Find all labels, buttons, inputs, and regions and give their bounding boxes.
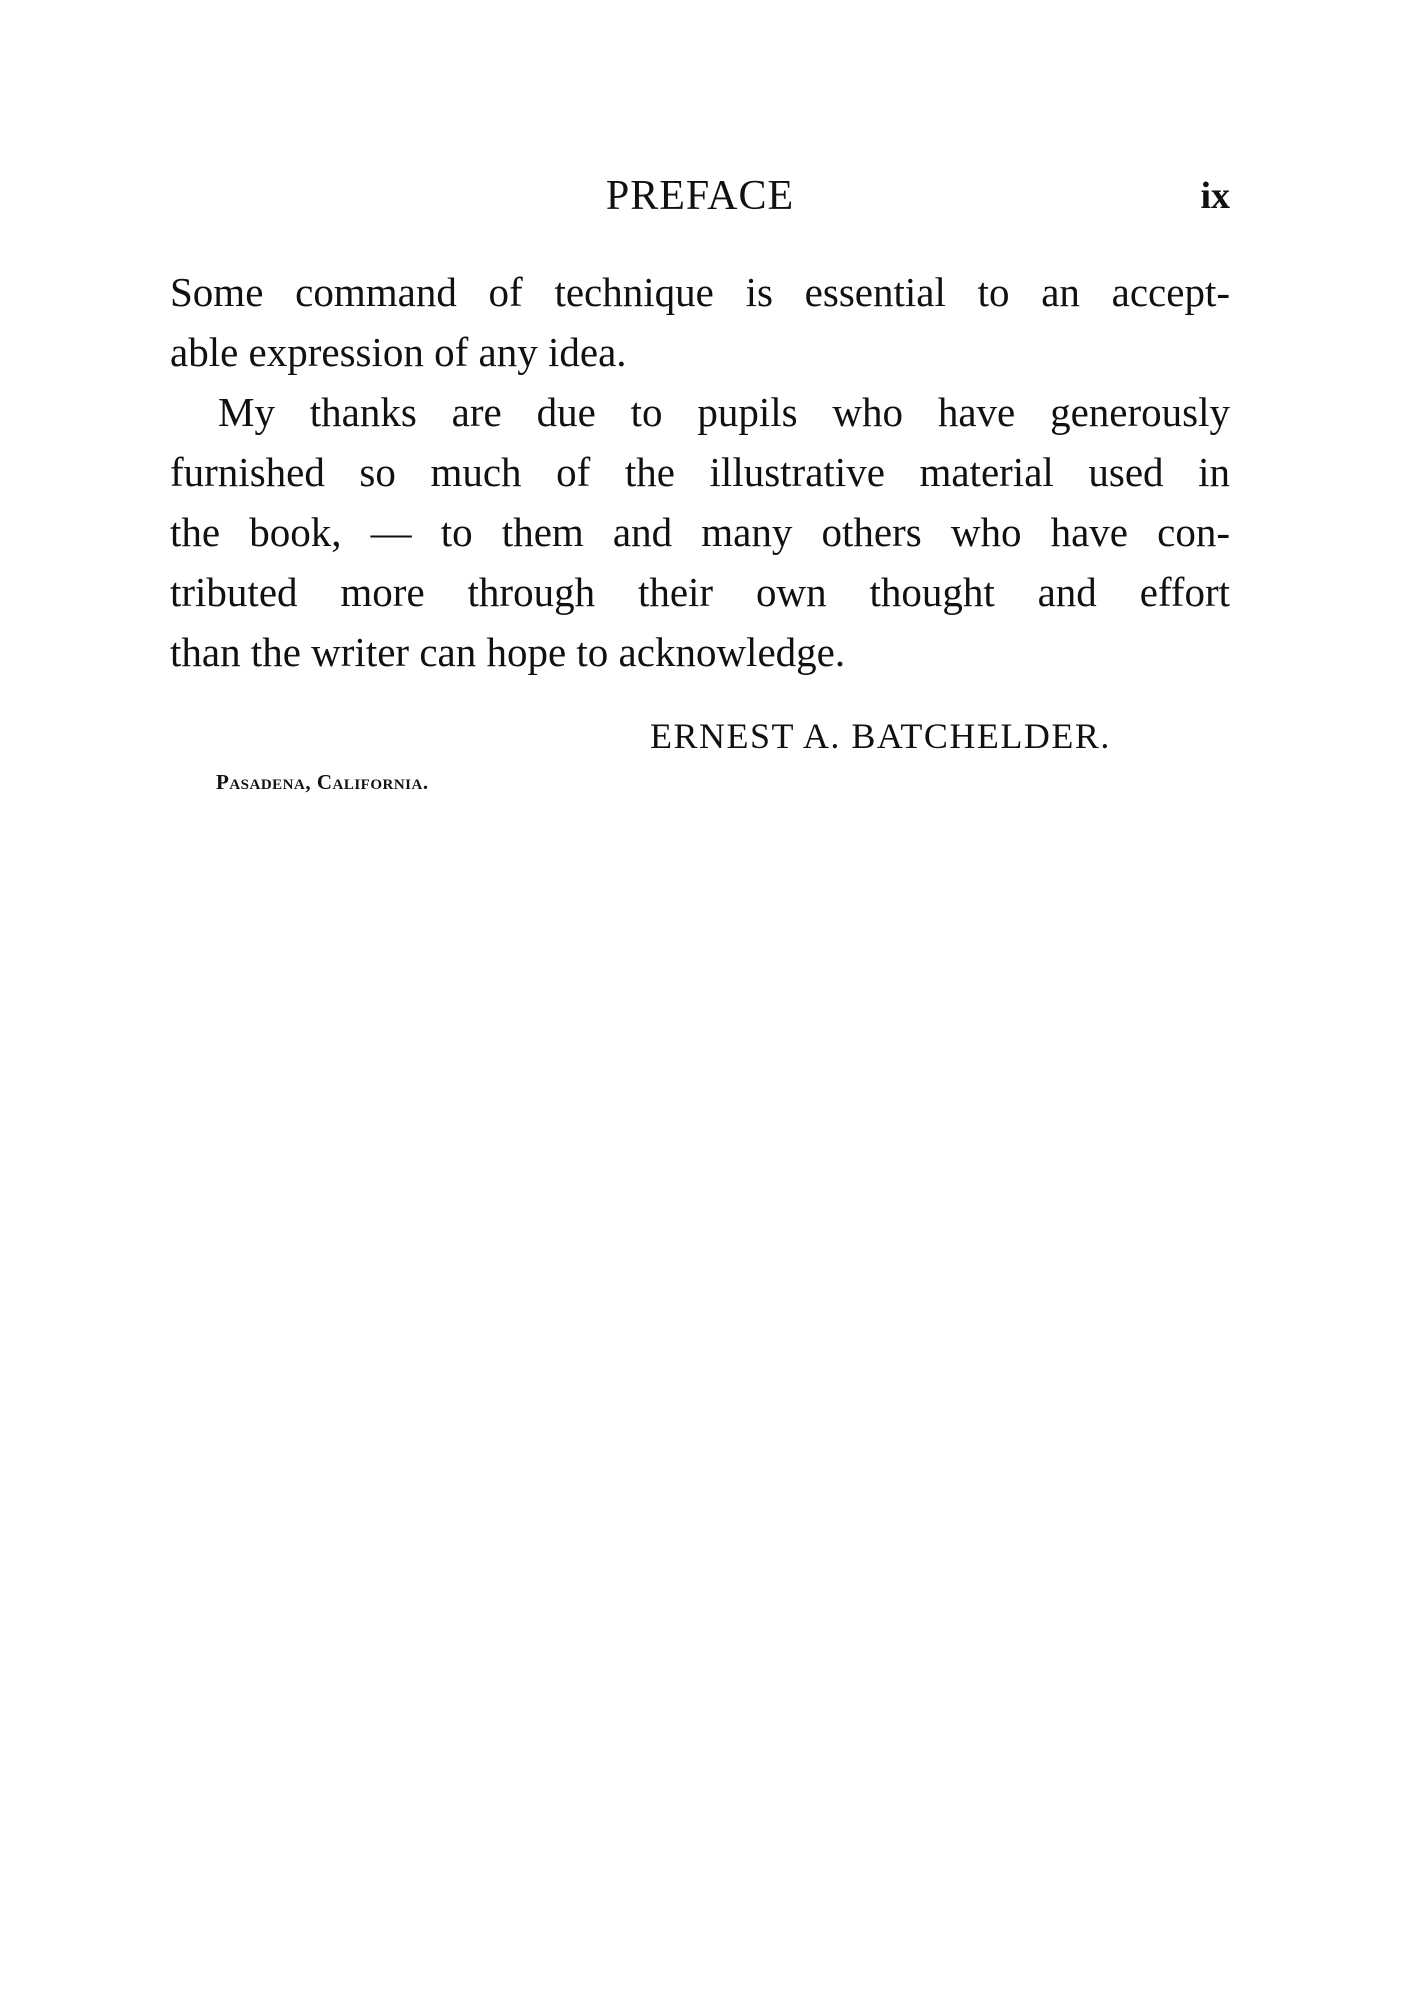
body-text (170, 262, 1230, 682)
text-line: My thanks are due to pupils who have generously (218, 389, 1230, 435)
text-line: the book, — to them and many others who have con- (170, 509, 1230, 555)
text-line: Some command of technique is essential to an accept- (170, 269, 1230, 315)
place-line: Pasadena, California. (216, 770, 429, 794)
running-head (170, 172, 1230, 232)
text-line: tributed more through their own thought and effort (170, 569, 1230, 615)
text-line: than the writer can hope to acknowledge. (170, 629, 846, 675)
author-signature: ERNEST A. BATCHELDER. (650, 716, 1111, 756)
running-title: PREFACE (605, 173, 795, 219)
page-number: ix (1200, 175, 1230, 217)
text-line: furnished so much of the illustrative material used in (170, 449, 1230, 495)
text-line: able expression of any idea. (170, 329, 627, 375)
